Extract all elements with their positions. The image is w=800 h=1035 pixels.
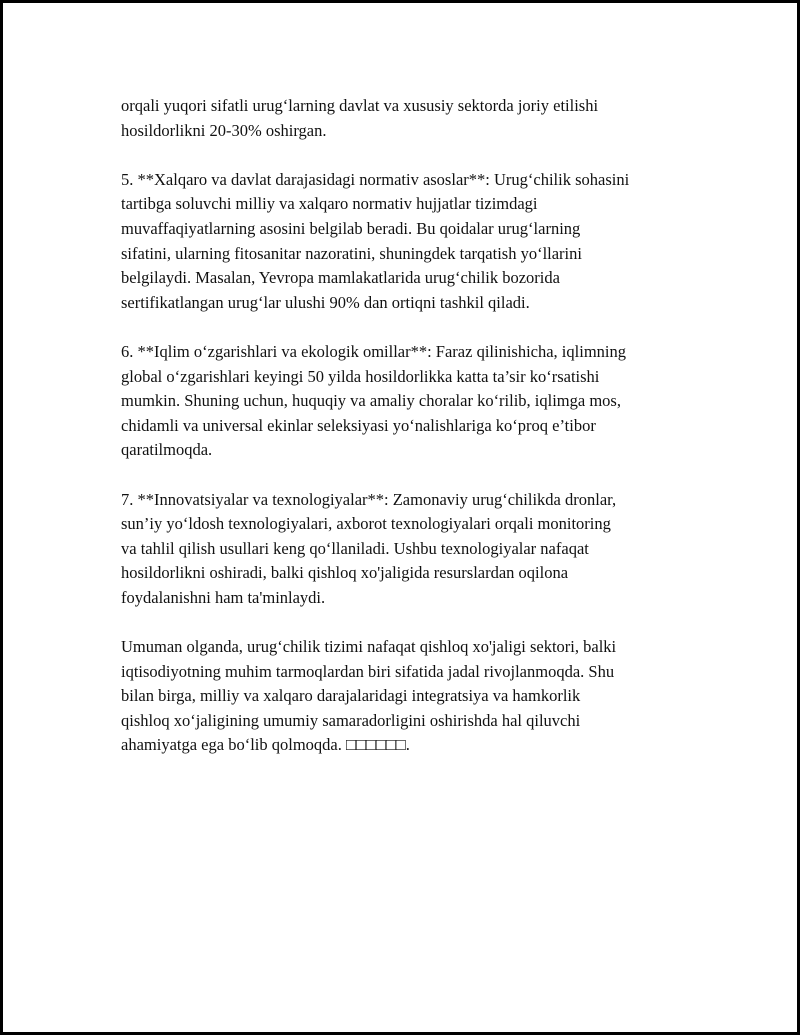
text-line: bilan birga, milliy va xalqaro darajalaridagi integratsiya va hamkorlik — [121, 686, 581, 706]
text-line: foydalanishni ham ta'minlaydi. — [121, 587, 326, 607]
paragraph-2 — [121, 168, 701, 316]
paragraph-1 — [121, 94, 701, 143]
text-line: 7. **Innovatsiyalar va texnologiyalar**: Zamonaviy urug‘chilikda dronlar, — [121, 489, 617, 509]
text-line: orqali yuqori sifatli urug‘larning davlat va xususiy sektorda joriy etilishi — [121, 96, 599, 115]
text-line: global o‘zgarishlari keyingi 50 yilda hosildorlikka katta ta’sir ko‘rsatishi — [121, 366, 600, 386]
text-line: tartibga soluvchi milliy va xalqaro normativ hujjatlar tizimdagi — [121, 194, 538, 214]
text-line: Umuman olganda, urug‘chilik tizimi nafaqat qishloq xo'jaligi sektori, balki — [121, 637, 617, 657]
text-line: hosildorlikni oshiradi, balki qishloq xo'jaligida resurslardan oqilona — [121, 563, 569, 583]
text-line: sifatini, ularning fitosanitar nazoratini, shuningdek tarqatish yo‘llarini — [121, 243, 582, 263]
paragraph-4 — [121, 488, 701, 611]
text-line: 5. **Xalqaro va davlat darajasidagi normativ asoslar**: Urug‘chilik sohasini — [121, 169, 630, 189]
text-line: qaratilmoqda. — [121, 440, 213, 460]
text-line: hosildorlikni 20-30% oshirgan. — [121, 120, 327, 140]
text-line: sertifikatlangan urug‘lar ulushi 90% dan ortiqni tashkil qiladi. — [121, 292, 530, 312]
text-line: sun’iy yo‘ldosh texnologiyalari, axborot texnologiyalari orqali monitoring — [121, 514, 611, 534]
text-line: chidamli va universal ekinlar seleksiyasi yo‘nalishlariga ko‘proq e’tibor — [121, 415, 596, 435]
text-line: belgilaydi. Masalan, Yevropa mamlakatlarida urug‘chilik bozorida — [121, 268, 560, 288]
text-line: qishloq xo‘jaligining umumiy samaradorligini oshirishda hal qiluvchi — [121, 710, 581, 730]
text-line: va tahlil qilish usullari keng qo‘llaniladi. Ushbu texnologiyalar nafaqat — [121, 538, 589, 558]
text-line: mumkin. Shuning uchun, huquqiy va amaliy choralar ko‘rilib, iqlimga mos, — [121, 391, 621, 411]
text-line: iqtisodiyotning muhim tarmoqlardan biri sifatida jadal rivojlanmoqda. Shu — [121, 661, 615, 681]
text-line: ahamiyatga ega bo‘lib qolmoqda. □□□□□□. — [121, 735, 410, 755]
paragraph-3 — [121, 340, 701, 463]
paragraph-5 — [121, 635, 701, 758]
text-line: muvaffaqiyatlarning asosini belgilab beradi. Bu qoidalar urug‘larning — [121, 218, 581, 238]
text-line: 6. **Iqlim o‘zgarishlari va ekologik omillar**: Faraz qilinishicha, iqlimning — [121, 341, 626, 361]
document-body — [121, 94, 701, 783]
